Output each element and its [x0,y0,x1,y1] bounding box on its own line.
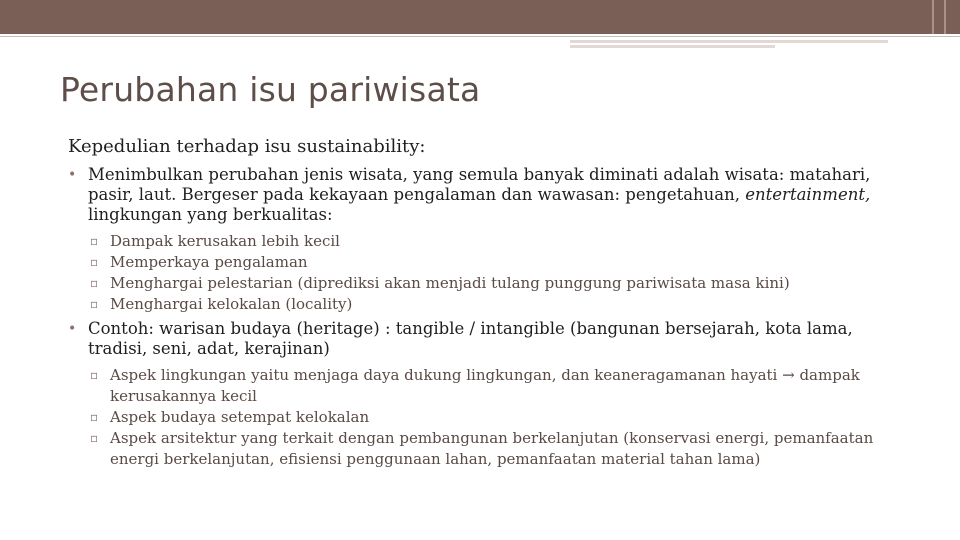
sub-bullet-icon: ▫ [90,297,99,311]
sub-bullet-icon: ▫ [90,410,99,424]
lead-text: Kepedulian terhadap isu sustainability: [68,136,426,157]
sub-bullet-item [88,294,898,315]
bullet-text: Menimbulkan perubahan jenis wisata, yang semula banyak diminati adalah wisata: matahari, pasir, laut. Bergeser pada kekayaan pengalaman dan wawasan: pengetahuan, [88,165,871,204]
bullet-item [68,165,898,315]
sub-bullet-item [88,407,898,428]
sub-bullet-icon: ▫ [90,276,99,290]
sub-bullet-list [88,231,898,315]
sub-bullet-item [88,231,898,252]
sub-bullet-item [88,428,898,470]
decorative-line [570,45,775,48]
sub-bullet-icon: ▫ [90,255,99,269]
sub-bullet-item [88,252,898,273]
sub-bullet-text: Dampak kerusakan lebih kecil [110,232,340,250]
top-bar-mark [932,0,934,34]
decorative-line [0,36,960,37]
sub-bullet-icon: ▫ [90,431,99,445]
top-bar [0,0,960,34]
bullet-list [68,165,898,470]
sub-bullet-text: Aspek lingkungan yaitu menjaga daya dukung lingkungan, dan keaneragamanan hayati → dampak kerusakannya kecil [110,366,860,405]
slide-body [68,136,898,474]
bullet-text: lingkungan yang berkualitas: [88,205,333,224]
bullet-item [68,319,898,470]
sub-bullet-list [88,365,898,470]
sub-bullet-text: Menghargai kelokalan (locality) [110,295,353,313]
bullet-icon: • [68,321,77,337]
sub-bullet-text: Aspek budaya setempat kelokalan [110,408,370,426]
slide-title: Perubahan isu pariwisata [60,70,481,109]
sub-bullet-text: Menghargai pelestarian (diprediksi akan menjadi tulang punggung pariwisata masa kini) [110,274,790,292]
sub-bullet-text: Aspek arsitektur yang terkait dengan pembangunan berkelanjutan (konservasi energi, pemanfaatan energi berkelanjutan, efisiensi penggunaan lahan, pemanfaatan material tahan lama) [110,429,874,468]
sub-bullet-icon: ▫ [90,368,99,382]
sub-bullet-icon: ▫ [90,234,99,248]
bullet-text-emphasis: entertainment, [745,185,871,204]
sub-bullet-item [88,273,898,294]
top-bar-mark [944,0,946,34]
sub-bullet-item [88,365,898,407]
bullet-text: Contoh: warisan budaya (heritage) : tangible / intangible (bangunan bersejarah, kota lama, tradisi, seni, adat, kerajinan) [88,319,853,358]
sub-bullet-text: Memperkaya pengalaman [110,253,308,271]
decorative-line [570,40,888,43]
bullet-icon: • [68,167,77,183]
